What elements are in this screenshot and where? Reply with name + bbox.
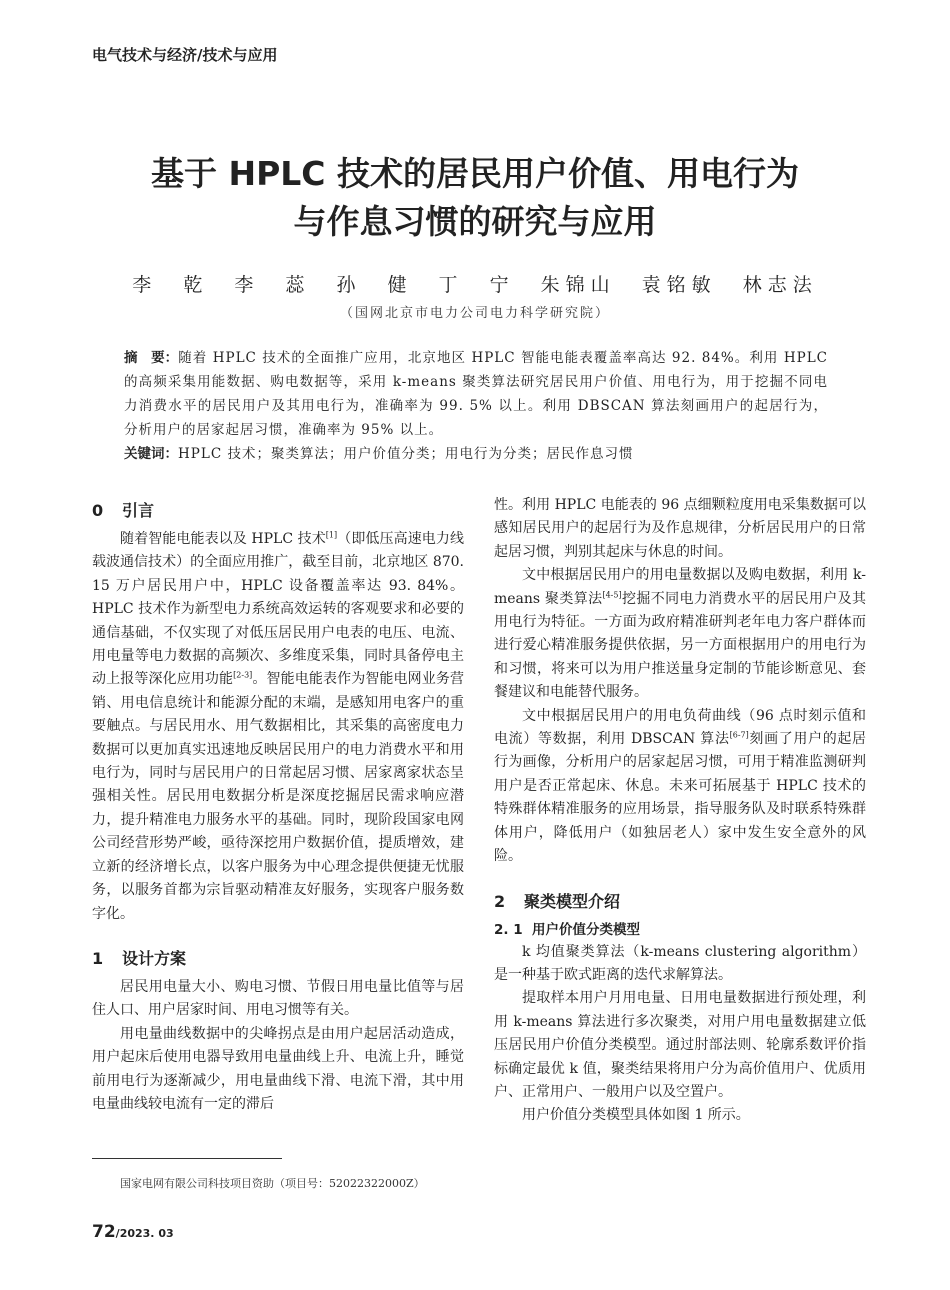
text-run: 文中根据居民用户的用电负荷曲线（96 点时刻示值和电流）等数据，利用 DBSCAN 算法	[494, 707, 866, 748]
section-number: 1	[92, 948, 104, 968]
keywords	[124, 442, 828, 466]
text-run: 挖掘不同电力消费水平的居民用户及其用电行为特征。一方面为政府精准研判老年电力客户群体而进行爱心精准服务提供依据，另一方面根据用户的用电行为和习惯，将来可以为用户推送量身定制的节能诊断意见、套餐建议和电能替代服务。	[494, 590, 867, 701]
citation: [4-5]	[602, 589, 622, 599]
affiliation: （国网北京市电力公司电力科学研究院）	[339, 306, 610, 321]
section-number: 2	[494, 891, 506, 911]
section-title: 设计方案	[122, 948, 187, 968]
section-heading-0	[92, 498, 464, 524]
text-run: 。智能电能表作为智能电网业务营销、用电信息统计和能源分配的末端，是感知用电客户的重要触点。与居民用水、用气数据相比，其采集的高密度电力数据可以更加真实迅速地反映居民用户的电力消费水平和用电行为，同时与居民用户的日常起居习惯、居家离家状态呈强相关性。居民用电数据分析是深度挖掘居民需求响应潜力，提升精准电力服务水平的基础。同时，现阶段国家电网公司经营形势严峻，亟待深挖用户数据价值，提质增效，建立新的经济增长点，以客户服务为中心理念提供便捷无忧服务，以服务首都为宗旨驱动精准友好服务，实现客户服务数字化。	[92, 671, 465, 922]
right-column	[494, 494, 866, 1128]
abstract	[124, 346, 828, 442]
footnote-divider	[92, 1158, 282, 1159]
abstract-text: 随着 HPLC 技术的全面推广应用，北京地区 HPLC 智能电能表覆盖率高达 92. 84%。利用 HPLC 的高频采集用能数据、购电数据等，采用 k-means 聚类算法研究居民用户价值、用电行为，用于挖掘不同电力消费水平的居民用户及其用电行为，准确率为 99. 5% 以上。利用 DBSCAN 算法刻画用户的起居行为，分析用户的居家起居习惯，准确率为 95% 以上。	[124, 350, 828, 438]
citation: [1]	[325, 530, 338, 540]
keywords-text: HPLC 技术；聚类算法；用户价值分类；用电行为分类；居民作息习惯	[178, 446, 634, 462]
left-column	[92, 494, 464, 1116]
citation: [2-3]	[233, 670, 253, 680]
page-number	[92, 1222, 174, 1242]
title-line-1: 基于 HPLC 技术的居民用户价值、用电行为	[150, 154, 800, 193]
paragraph	[494, 564, 866, 704]
citation: [6-7]	[729, 730, 749, 740]
paragraph: 提取样本用户月用电量、日用电量数据进行预处理，利用 k-means 算法进行多次聚类，对用户用电量数据建立低压居民用户价值分类模型。通过肘部法则、轮廓系数评价指标确定最优 k 值，聚类结果将用户分为高价值用户、优质用户、正常用户、一般用户以及空置户。	[494, 990, 866, 1100]
issue-date: /2023. 03	[115, 1227, 174, 1240]
section-title: 聚类模型介绍	[524, 891, 621, 911]
title-line-2: 与作息习惯的研究与应用	[293, 202, 657, 241]
keywords-label: 关键词：	[124, 446, 178, 462]
subsection-heading-2-1	[494, 919, 866, 941]
section-number: 0	[92, 501, 104, 520]
section-title: 引言	[122, 501, 155, 520]
section-heading-1	[92, 946, 464, 972]
section-heading-2	[494, 889, 866, 915]
author-list: 李 乾 李 蕊 孙 健 丁 宁 朱锦山 袁铭敏 林志法	[132, 274, 818, 296]
text-run: 刻画了用户的起居行为画像，分析用户的居家起居习惯，可用于精准监测研判用户是否正常起床、休息。未来可拓展基于 HPLC 技术的特殊群体精准服务的应用场景，指导服务队及时联系特殊群体用户，降低用户（如独居老人）家中发生安全意外的风险。	[494, 731, 867, 865]
page-number-value: 72	[92, 1222, 116, 1242]
paper-title	[0, 150, 950, 246]
paragraph	[92, 528, 464, 926]
footnote: 国家电网有限公司科技项目资助（项目号：52022322000Z）	[120, 1177, 425, 1190]
paragraph: 居民用电量大小、购电习惯、节假日用电量比值等与居住人口、用户居家时间、用电习惯等有关。	[92, 978, 464, 1019]
text-run: 随着智能电能表以及 HPLC 技术	[120, 531, 326, 547]
paragraph: 用户价值分类模型具体如图 1 所示。	[522, 1107, 750, 1124]
paragraph: 性。利用 HPLC 电能表的 96 点细颗粒度用电采集数据可以感知居民用户的起居行为及作息规律，分析居民用户的日常起居习惯，判别其起床与休息的时间。	[494, 497, 866, 560]
abstract-label: 摘 要：	[124, 350, 179, 366]
subsection-number: 2. 1	[494, 921, 523, 938]
paragraph: 用电量曲线数据中的尖峰拐点是由用户起居活动造成，用户起床后使用电器导致用电量曲线上升、电流上升，睡觉前用电行为逐渐减少，用电量曲线下滑、电流下滑，其中用电量曲线较电流有一定的滞后	[92, 1025, 464, 1112]
paragraph	[494, 705, 866, 869]
running-head: 电气技术与经济/技术与应用	[92, 46, 278, 64]
subsection-title: 用户价值分类模型	[532, 921, 640, 938]
paragraph: k 均值聚类算法（k-means clustering algorithm）是一种基于欧式距离的迭代求解算法。	[494, 943, 866, 983]
text-run: （即低压高速电力线载波通信技术）的全面应用推广，截至目前，北京地区 870. 15 万户居民用户中，HPLC 设备覆盖率达 93. 84%。HPLC 技术作为新型电力系统高效运转的客观要求和必要的通信基础，不仅实现了对低压居民用户电表的电压、电流、用电量等电力数据的高频次、多维度采集，同时具备停电主动上报等深化应用功能	[92, 531, 465, 688]
text-run: 文中根据居民用户的用电量数据以及购电数据，利用 k-means 聚类算法	[494, 567, 866, 607]
